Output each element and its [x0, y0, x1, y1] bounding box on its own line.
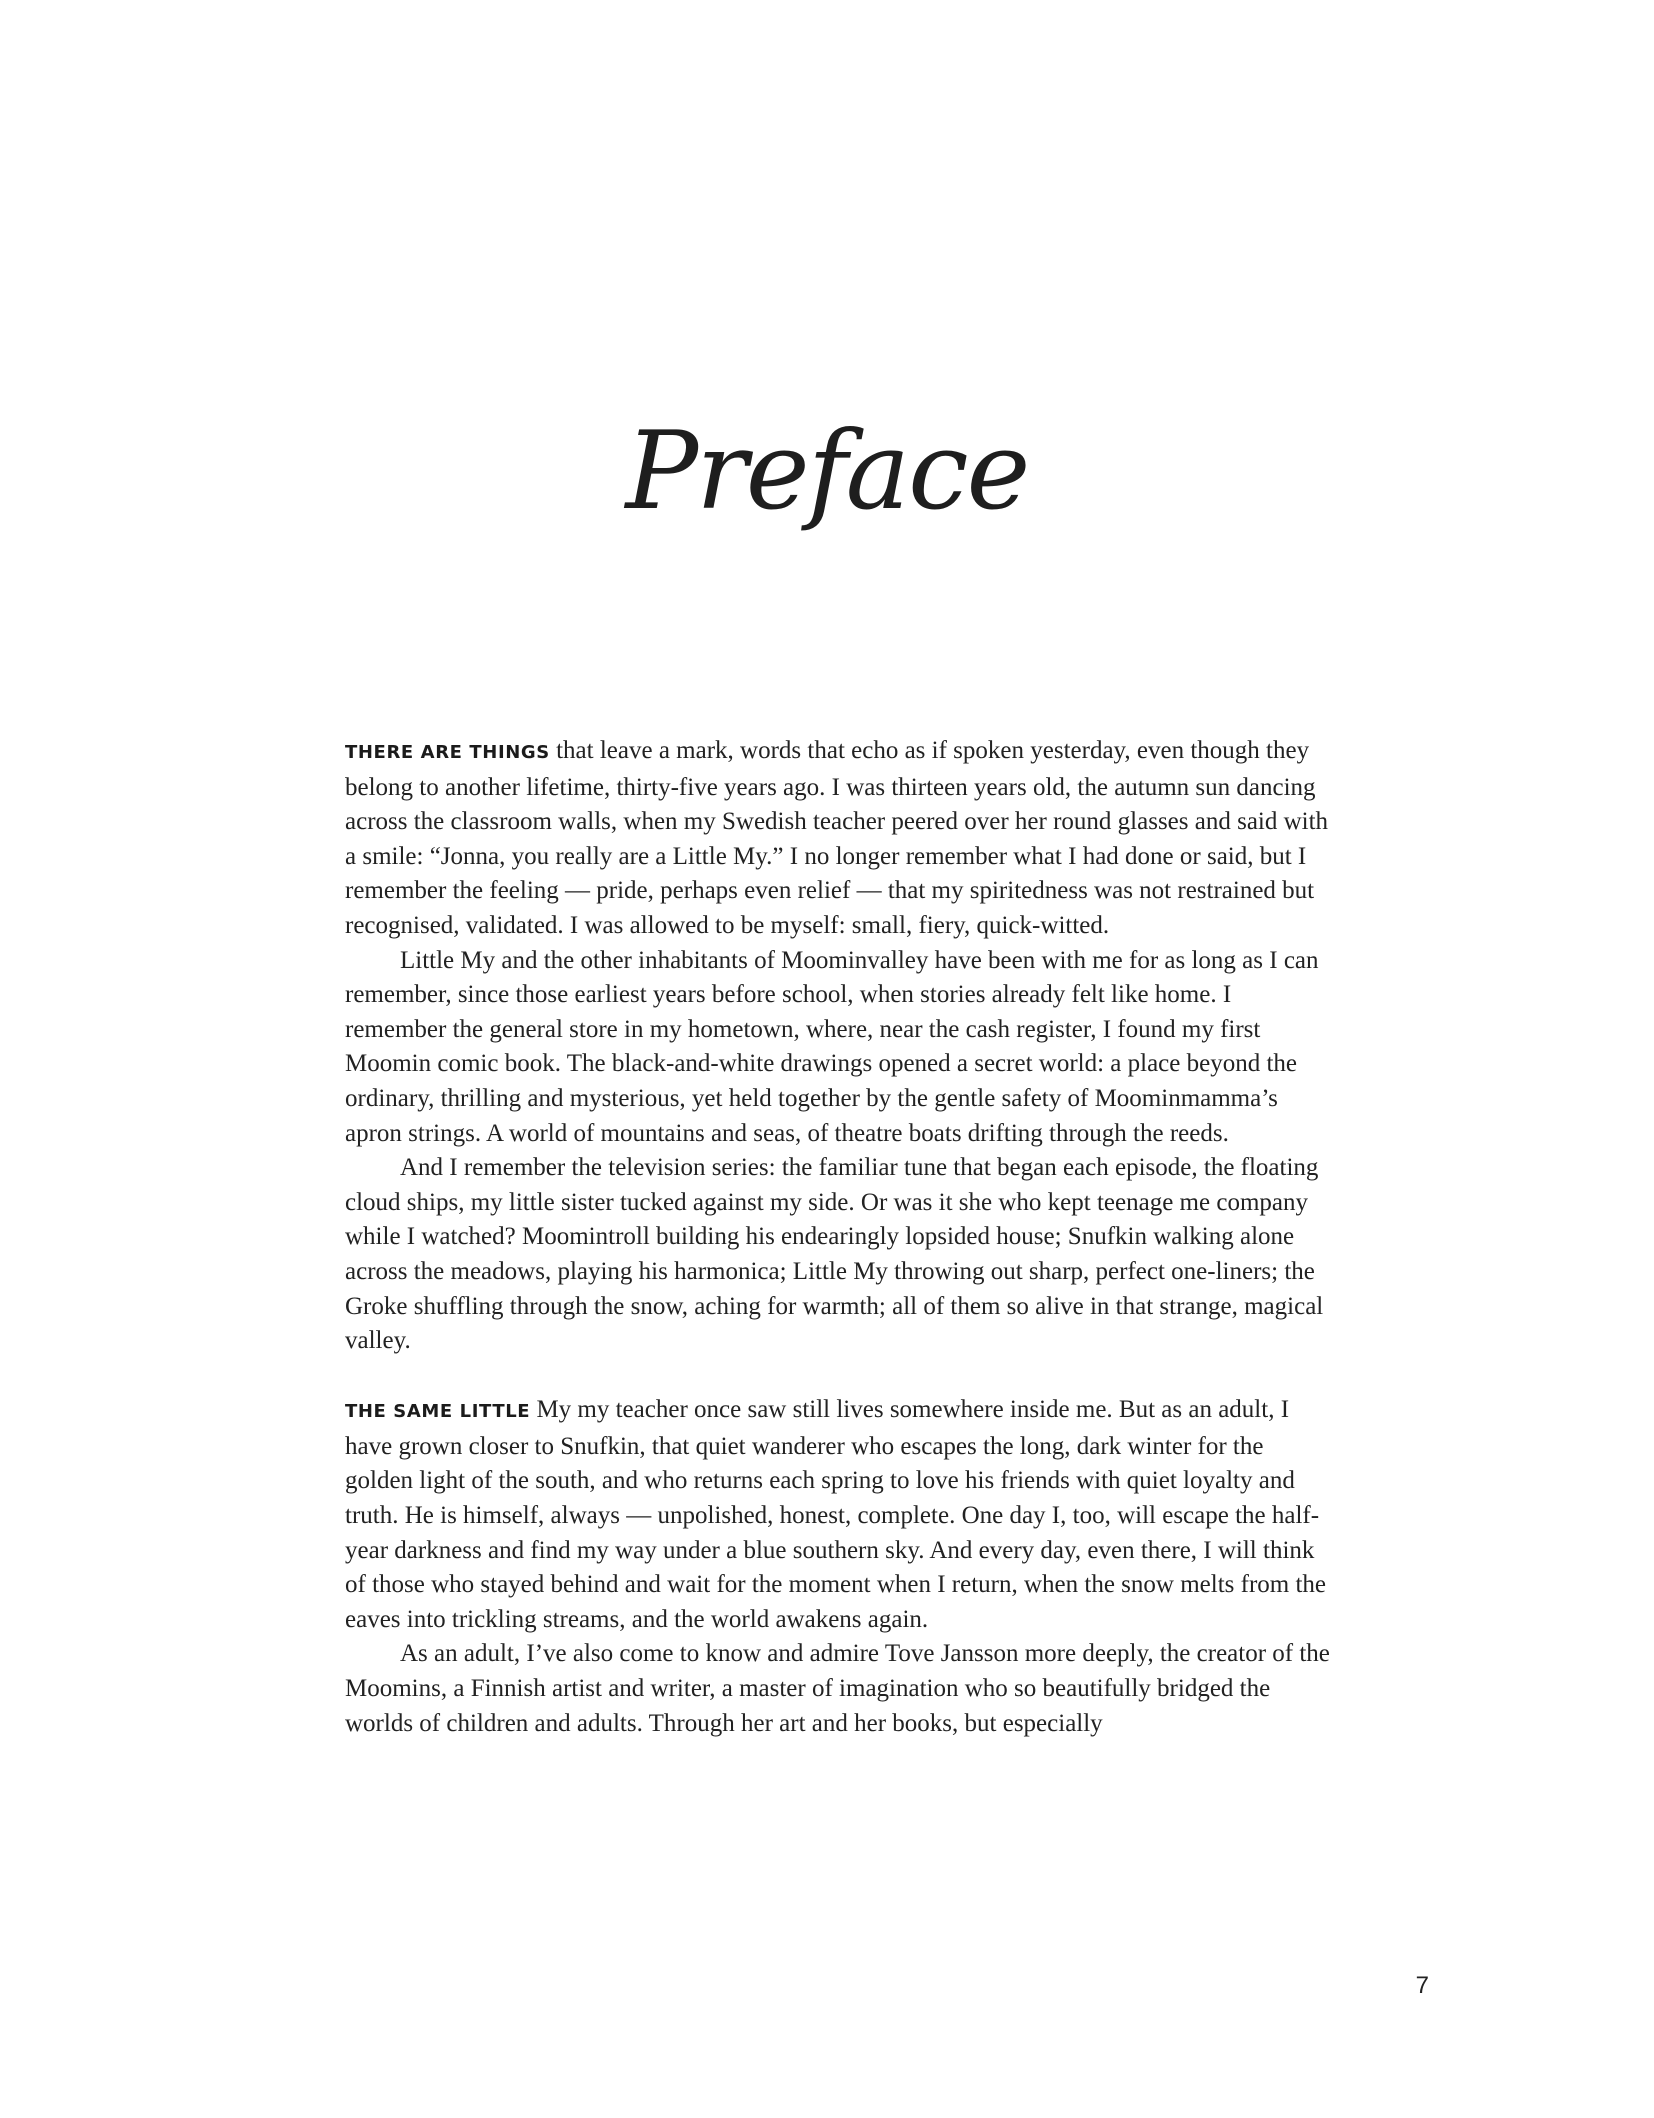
body-text: [345, 734, 1330, 1741]
page-title: Preface: [625, 409, 1029, 534]
paragraph-4: [345, 1393, 1330, 1637]
paragraph-2: Little My and the other inhabitants of Moominvalley have been with me for as long as I can remember, since those earliest years before school, when stories already felt like home. I remember the general store in my hometown, where, near the cash register, I found my first Moomin comic book. The black-and-white drawings opened a secret world: a place beyond the ordinary, thrilling and mysterious, yet held together by the gentle safety of Moominmamma’s apron strings. A world of mountains and seas, of theatre boats drifting through the reeds.: [345, 946, 1319, 1147]
paragraph-text: that leave a mark, words that echo as if spoken yesterday, even though they belong to another lifetime, thirty-five years ago. I was thirteen years old, the autumn sun dancing across the classroom walls, when my Swedish teacher peered over her round glasses and said with a smile: “Jonna, you really are a Little My.” I no longer remember what I had done or said, but I remember the feeling — pride, perhaps even relief — that my spiritedness was not restrained but recognised, validated. I was allowed to be myself: small, fiery, quick-witted.: [345, 737, 1329, 939]
paragraph-5: As an adult, I’ve also come to know and admire Tove Jansson more deeply, the creator of the Moomins, a Finnish artist and writer, a master of imagination who so beautifully bridged the worlds of children and adults. Through her art and her books, but especially: [345, 1640, 1330, 1737]
paragraph-text: My my teacher once saw still lives somewhere inside me. But as an adult, I have grown closer to Snufkin, that quiet wanderer who escapes the long, dark winter for the golden light of the south, and who returns each spring to love his friends with quiet loyalty and truth. He is himself, always — unpolished, honest, complete. One day I, too, will escape the half-year darkness and find my way under a blue southern sky. And every day, even there, I will think of those who stayed behind and wait for the moment when I return, when the snow melts from the eaves into trickling streams, and the world awakens again.: [345, 1396, 1327, 1633]
lead-in-text: THE SAME LITTLE: [345, 1401, 531, 1423]
paragraph-3: And I remember the television series: the familiar tune that began each episode, the floating cloud ships, my little sister tucked against my side. Or was it she who kept teenage me company while I watched? Moomintroll building his endearingly lopsided house; Snufkin walking alone across the meadows, playing his harmonica; Little My throwing out sharp, perfect one-liners; the Groke shuffling through the snow, aching for warmth; all of them so alive in that strange, magical valley.: [345, 1154, 1324, 1355]
paragraph-1: [345, 734, 1330, 944]
lead-in-text: THERE ARE THINGS: [345, 742, 550, 763]
page-number: 7: [1415, 1972, 1429, 1999]
